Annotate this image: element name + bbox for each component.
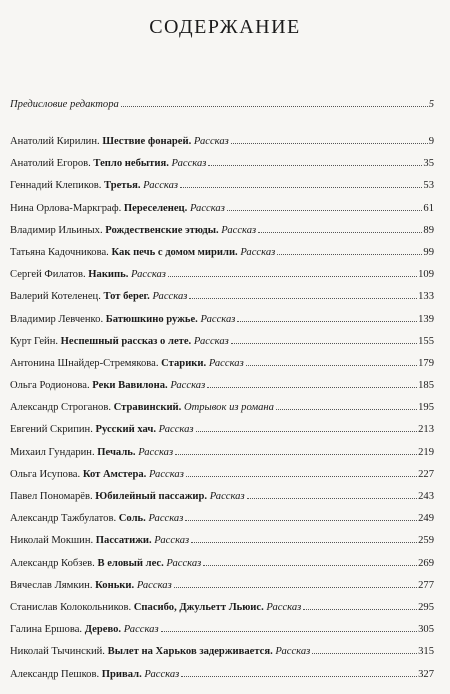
- toc-entry: [10, 224, 434, 237]
- entry-author: Евгений Скрипин.: [10, 424, 93, 436]
- page-number: 219: [418, 446, 434, 458]
- entry-author: Михаил Гундарин.: [10, 446, 95, 458]
- entry-author: Валерий Котеленец.: [10, 291, 101, 303]
- entry-title: Русский хач.: [95, 424, 156, 436]
- entry-title: Пассатижи.: [95, 535, 152, 547]
- entry-author: Галина Ершова.: [10, 624, 83, 636]
- dot-leader: [231, 343, 417, 344]
- entry-title: Стравинский.: [113, 402, 182, 414]
- entry-title: Шествие фонарей.: [102, 136, 192, 147]
- entry-author: Ольга Родионова.: [10, 380, 90, 392]
- dot-leader: [258, 232, 422, 233]
- page-number: 9: [428, 136, 434, 147]
- page-title: СОДЕРЖАНИЕ: [149, 16, 301, 38]
- entry-genre: Рассказ: [148, 513, 184, 525]
- entry-title: Накипь.: [88, 269, 129, 281]
- page-number: 53: [423, 180, 434, 192]
- dot-leader: [207, 387, 417, 388]
- entry-genre: Рассказ: [193, 335, 229, 347]
- dot-leader: [247, 498, 418, 499]
- entry-author: Анатолий Егоров.: [10, 158, 91, 170]
- entry-text: [10, 490, 245, 503]
- dot-leader: [185, 520, 417, 521]
- page-number: 277: [418, 579, 434, 591]
- entry-title: Переселенец.: [123, 202, 188, 214]
- entry-title: Привал.: [101, 668, 142, 680]
- dot-leader: [227, 210, 423, 211]
- page-number: 109: [418, 269, 434, 281]
- page-number: 139: [418, 313, 434, 325]
- entry-genre: Рассказ: [123, 624, 159, 636]
- dot-leader: [246, 365, 417, 366]
- toc-entry: [10, 357, 434, 370]
- page-number: 269: [418, 557, 434, 569]
- entry-text: [10, 357, 244, 370]
- page-number: 243: [418, 491, 434, 502]
- dot-leader: [276, 409, 417, 410]
- dot-leader: [203, 565, 417, 566]
- toc-entry: [10, 157, 434, 170]
- toc-entry: [10, 668, 434, 681]
- entry-title: Старики.: [161, 357, 207, 369]
- entry-genre: Рассказ: [166, 557, 202, 569]
- dot-leader: [277, 254, 422, 255]
- entry-author: Курт Гейн.: [10, 335, 59, 347]
- dot-leader: [196, 431, 418, 432]
- dot-leader: [231, 143, 428, 144]
- toc-entry: [10, 557, 434, 570]
- entry-author: Ольга Исупова.: [10, 468, 81, 480]
- page-number: 99: [423, 246, 434, 258]
- entry-author: Татьяна Кадочникова.: [10, 246, 109, 258]
- entry-genre: Рассказ: [266, 601, 302, 613]
- entry-genre: Отрывок из романа: [183, 402, 274, 414]
- toc-entry: [10, 135, 434, 148]
- toc-entry: [10, 335, 434, 348]
- dot-leader: [186, 476, 417, 477]
- dot-leader: [161, 631, 418, 632]
- entry-author: Николай Тычинский.: [10, 646, 105, 658]
- entry-text: [10, 601, 301, 614]
- entry-title: Рождественские этюды.: [105, 224, 219, 236]
- entry-text: [10, 557, 201, 570]
- toc-entry: [10, 401, 434, 414]
- entry-genre: Рассказ: [144, 668, 180, 680]
- page-number: 249: [418, 513, 434, 525]
- page-number: 213: [418, 424, 434, 436]
- entry-text: [10, 512, 183, 525]
- page-number: 89: [423, 224, 434, 236]
- toc-entry: [10, 313, 434, 326]
- page-number: 327: [418, 668, 434, 680]
- dot-leader: [312, 653, 417, 654]
- entry-text: [10, 668, 179, 681]
- entry-text: [10, 290, 187, 303]
- entry-title: В еловый лес.: [97, 557, 164, 569]
- entry-genre: Рассказ: [152, 291, 188, 303]
- entry-author: Александр Строганов.: [10, 402, 112, 414]
- entry-text: [10, 224, 256, 237]
- page-number: 5: [428, 99, 434, 110]
- entry-text: [10, 379, 205, 392]
- entry-genre: Рассказ: [208, 357, 244, 369]
- entry-title: Третья.: [104, 180, 141, 192]
- entry-text: [10, 645, 310, 658]
- entry-author: Павел Пономарёв.: [10, 491, 93, 502]
- entry-genre: Рассказ: [158, 424, 194, 436]
- entry-text: [10, 135, 229, 148]
- toc-entry: [10, 268, 434, 281]
- entry-text: [10, 468, 184, 481]
- page-number: 155: [418, 335, 434, 347]
- entry-title: Как печь с домом мирили.: [111, 246, 238, 258]
- entry-title: Кот Амстера.: [82, 468, 147, 480]
- toc-entry: [10, 468, 434, 481]
- entry-author: Александр Пешков.: [10, 668, 100, 680]
- entry-genre: Рассказ: [209, 491, 245, 502]
- entry-text: [10, 423, 194, 436]
- toc-entry: [10, 446, 434, 459]
- entry-text: [10, 335, 229, 348]
- entry-text: [10, 401, 274, 414]
- entry-title: Тепло небытия.: [93, 158, 169, 170]
- toc-entries: [10, 135, 434, 681]
- page-number: 35: [423, 158, 434, 170]
- toc-entry: [10, 290, 434, 303]
- entry-title: Батюшкино ружье.: [105, 313, 198, 325]
- entry-genre: Рассказ: [275, 646, 311, 658]
- entry-genre: Рассказ: [148, 468, 184, 480]
- dot-leader: [174, 587, 417, 588]
- dot-leader: [237, 321, 417, 322]
- toc-entry: [10, 202, 434, 215]
- entry-text: [10, 623, 159, 636]
- toc-entry: [10, 512, 434, 525]
- entry-genre: Рассказ: [136, 579, 172, 591]
- entry-genre: Рассказ: [200, 313, 236, 325]
- entry-author: Сергей Филатов.: [10, 269, 86, 281]
- toc-entry: [10, 246, 434, 259]
- entry-author: Анатолий Кирилин.: [10, 136, 100, 147]
- entry-text: [10, 179, 178, 192]
- toc-entry: [10, 601, 434, 614]
- dot-leader: [175, 454, 417, 455]
- page-number: 295: [418, 601, 434, 613]
- page-number: 133: [418, 291, 434, 303]
- page-number: 227: [418, 468, 434, 480]
- entry-genre: Рассказ: [171, 158, 207, 170]
- entry-title: Соль.: [118, 513, 146, 525]
- entry-genre: Рассказ: [131, 269, 166, 281]
- entry-author: Станислав Колокольников.: [10, 601, 132, 613]
- dot-leader: [303, 609, 417, 610]
- dot-leader: [180, 187, 422, 188]
- dot-leader: [181, 676, 417, 677]
- page-number: 185: [418, 380, 434, 392]
- toc-preface: [10, 98, 434, 111]
- dot-leader: [191, 542, 417, 543]
- entry-author: Владимир Ильиных.: [10, 224, 103, 236]
- table-of-contents: [10, 98, 434, 690]
- entry-genre: Рассказ: [221, 224, 257, 236]
- entry-text: [10, 534, 189, 547]
- entry-title: Вылет на Харьков задерживается.: [107, 646, 273, 658]
- entry-text: [10, 202, 225, 215]
- entry-genre: Рассказ: [193, 136, 229, 147]
- entry-genre: Рассказ: [138, 446, 174, 458]
- toc-entry: [10, 179, 434, 192]
- page-number: 195: [418, 402, 434, 414]
- entry-title: Неспешный рассказ о лете.: [60, 335, 192, 347]
- entry-author: Вячеслав Лямкин.: [10, 579, 93, 591]
- entry-author: Александр Кобзев.: [10, 557, 95, 569]
- entry-text: [10, 268, 166, 281]
- toc-entry: [10, 423, 434, 436]
- toc-entry: [10, 645, 434, 658]
- entry-author: Николай Мокшин.: [10, 535, 94, 547]
- entry-title: Тот берег.: [103, 291, 150, 303]
- entry-title: Реки Вавилона.: [92, 380, 168, 392]
- entry-genre: Рассказ: [143, 180, 179, 192]
- dot-leader: [208, 165, 422, 166]
- entry-text: [10, 446, 173, 459]
- entry-title: Юбилейный пассажир.: [95, 491, 208, 502]
- entry-author: Антонина Шнайдер-Стремякова.: [10, 357, 159, 369]
- entry-author: Геннадий Клепиков.: [10, 180, 102, 192]
- entry-text: [10, 246, 275, 259]
- toc-entry: [10, 379, 434, 392]
- page-number: 179: [418, 357, 434, 369]
- entry-title: Спасибо, Джульетт Льюис.: [133, 601, 264, 613]
- toc-entry: [10, 579, 434, 592]
- entry-genre: Рассказ: [240, 246, 276, 258]
- toc-entry: [10, 490, 434, 503]
- dot-leader: [189, 298, 417, 299]
- entry-genre: Рассказ: [170, 380, 206, 392]
- page-number: 305: [418, 624, 434, 636]
- entry-text: [10, 157, 206, 170]
- dot-leader: [121, 106, 428, 107]
- page-number: 315: [418, 646, 434, 658]
- toc-entry: [10, 623, 434, 636]
- entry-author: Нина Орлова-Маркграф.: [10, 202, 122, 214]
- entry-genre: Рассказ: [154, 535, 190, 547]
- entry-title: Печаль.: [97, 446, 136, 458]
- entry-genre: Рассказ: [189, 202, 225, 214]
- page-number: 61: [423, 202, 434, 214]
- preface-label: Предисловие редактора: [10, 99, 119, 110]
- entry-author: Александр Тажбулатов.: [10, 513, 117, 525]
- entry-title: Дерево.: [84, 624, 122, 636]
- entry-author: Владимир Левченко.: [10, 313, 104, 325]
- entry-text: [10, 579, 172, 592]
- dot-leader: [168, 276, 417, 277]
- page-number: 259: [418, 535, 434, 547]
- entry-text: [10, 313, 235, 326]
- toc-entry: [10, 534, 434, 547]
- entry-title: Коньки.: [95, 579, 135, 591]
